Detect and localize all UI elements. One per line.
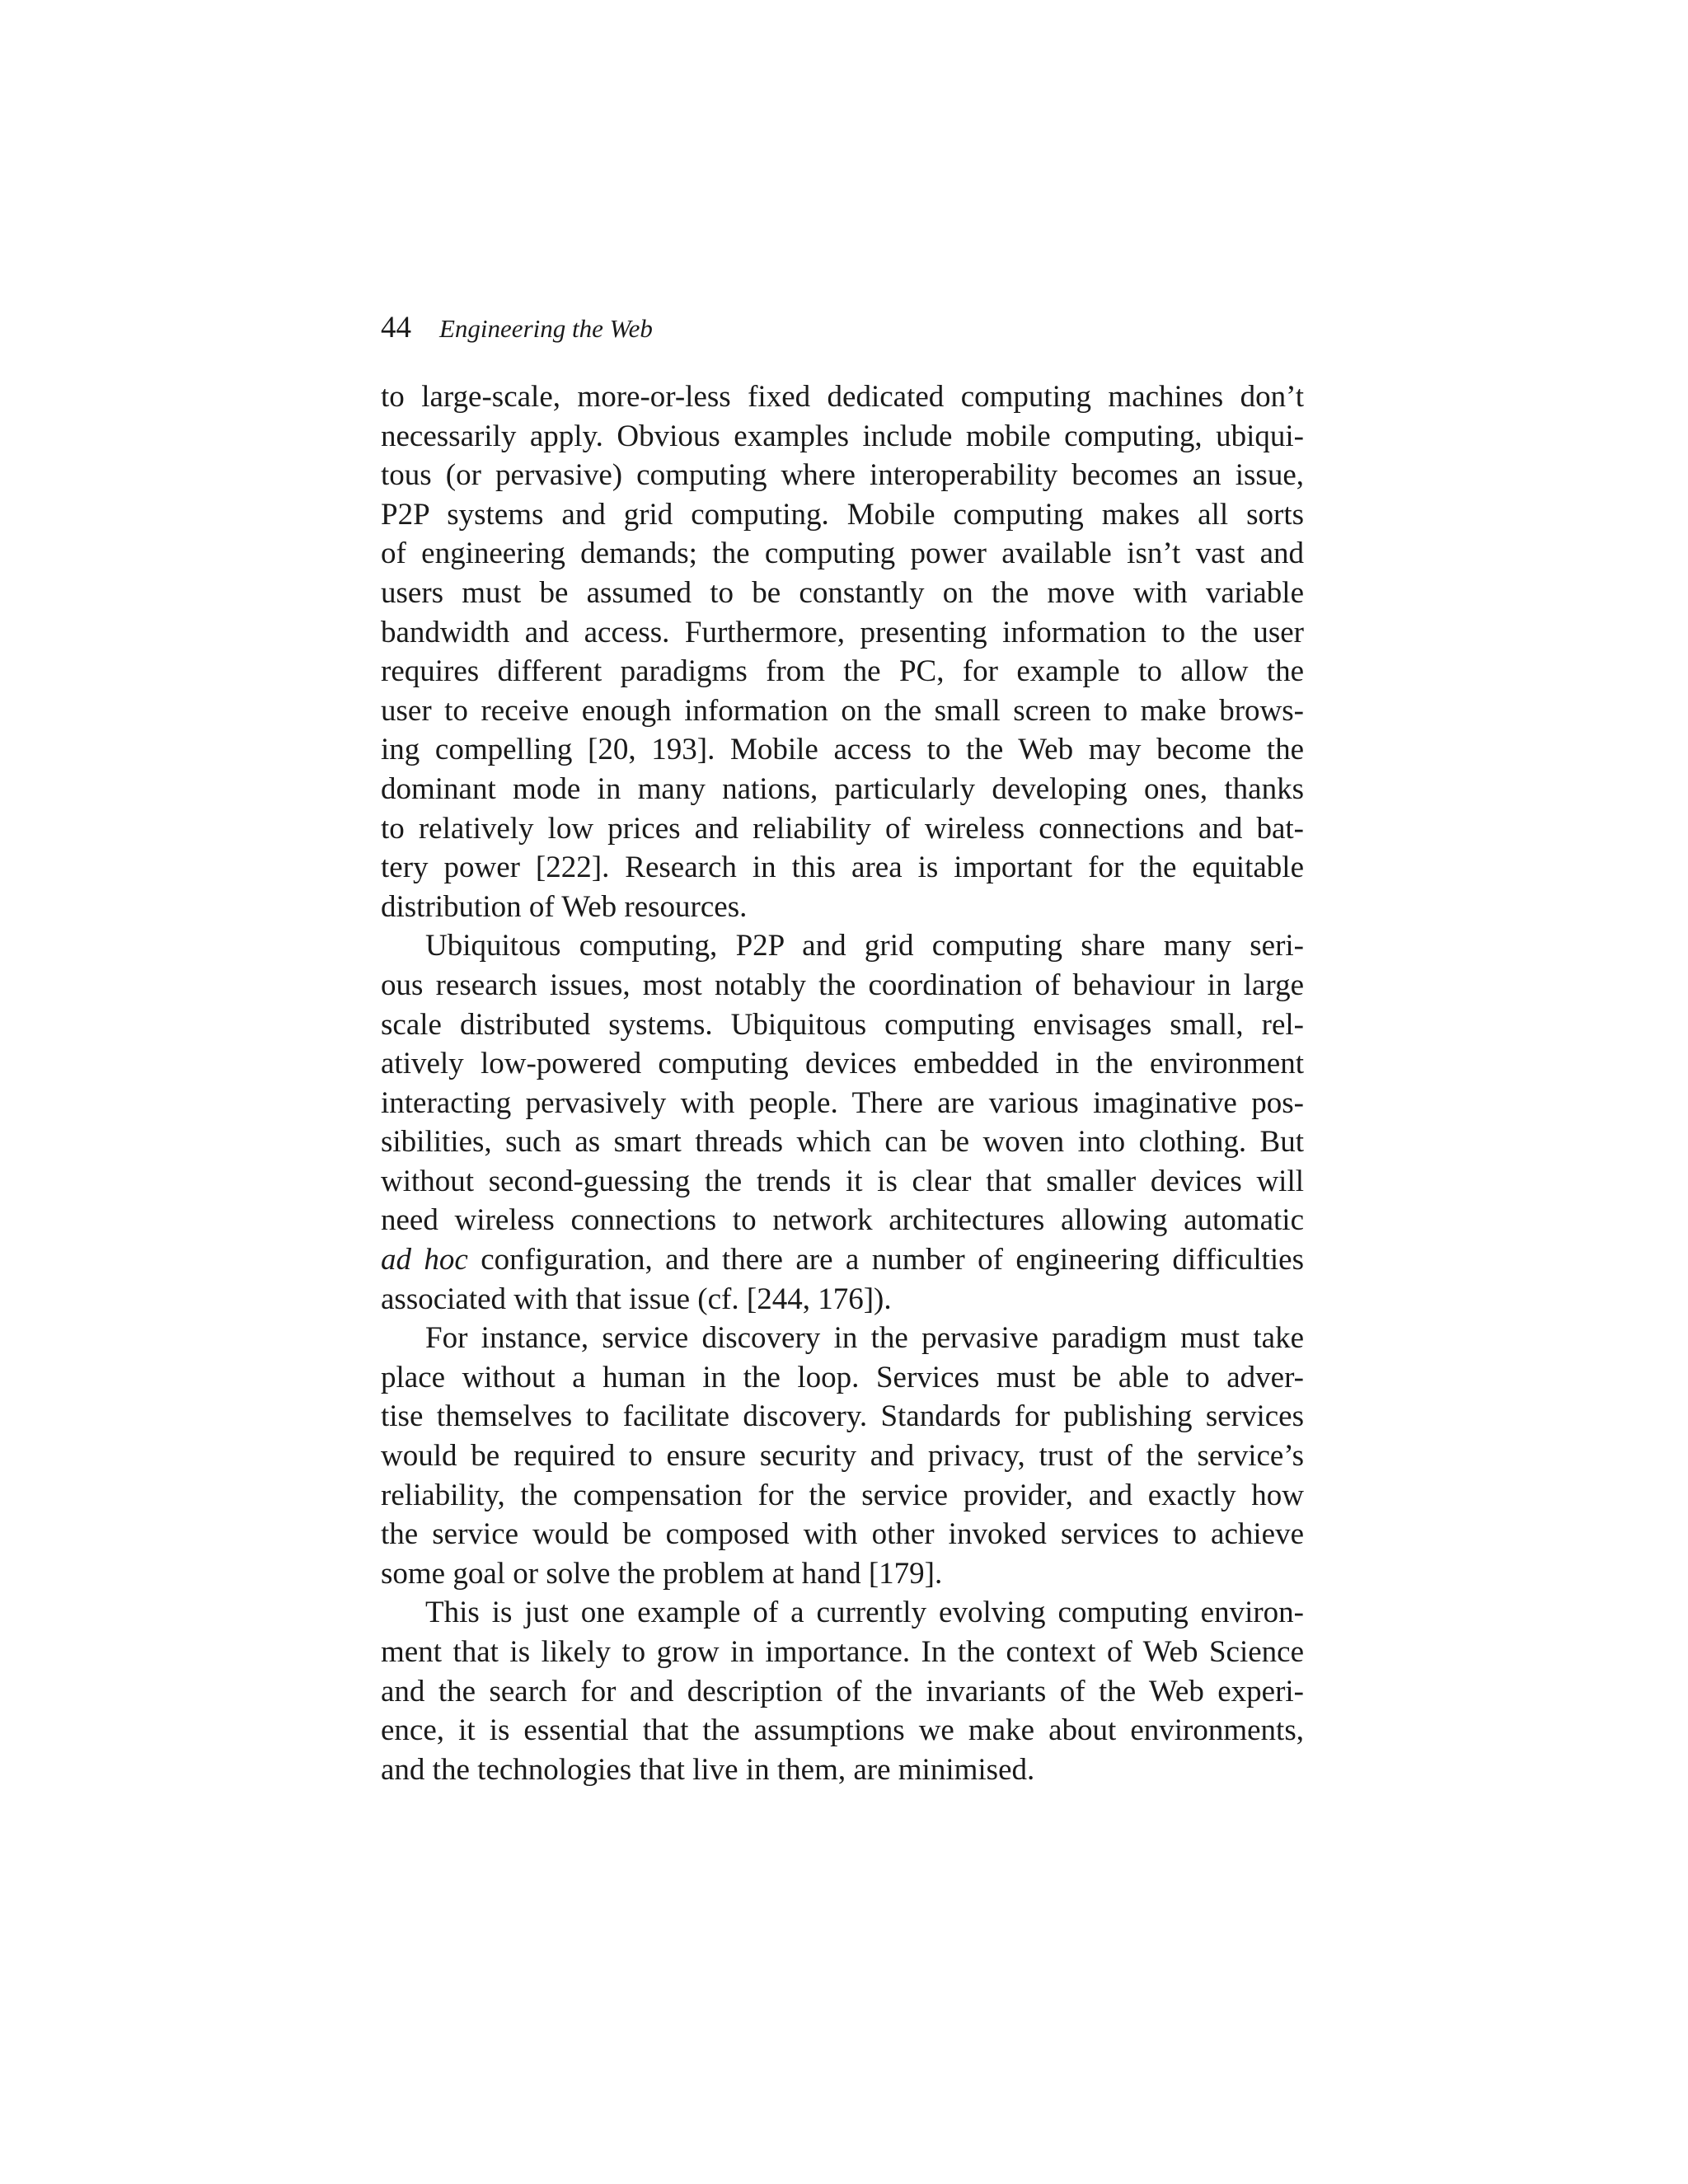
- text-line: tise themselves to facilitate discovery. Standards for publishing services: [381, 1399, 1304, 1434]
- text-line: interacting pervasively with people. There are various imaginative pos-: [381, 1085, 1304, 1120]
- text-line: tous (or pervasive) computing where interoperability becomes an issue,: [381, 458, 1304, 493]
- text-line-rest: configuration, and there are a number of engineering difficulties: [481, 1243, 1304, 1277]
- text-line: ing compelling [20, 193]. Mobile access to the Web may become the: [381, 733, 1304, 767]
- text-line: P2P systems and grid computing. Mobile computing makes all sorts: [381, 497, 1304, 532]
- text-line: This is just one example of a currently evolving computing environ-: [425, 1596, 1304, 1630]
- text-line: ment that is likely to grow in importance. In the context of Web Science: [381, 1635, 1304, 1669]
- text-line: of engineering demands; the computing power available isn’t vast and: [381, 537, 1304, 571]
- text-line-with-italic: [381, 1240, 1304, 1280]
- paragraph-4: [381, 1593, 1304, 1789]
- text-line: atively low-powered computing devices embedded in the environment: [381, 1047, 1304, 1081]
- text-line: to large-scale, more-or-less fixed dedicated computing machines don’t: [381, 380, 1304, 414]
- running-header: [381, 310, 1304, 359]
- paragraph-1: [381, 377, 1304, 926]
- text-line: bandwidth and access. Furthermore, presenting information to the user: [381, 615, 1304, 649]
- text-line: dominant mode in many nations, particularly developing ones, thanks: [381, 771, 1304, 806]
- text-line: scale distributed systems. Ubiquitous computing envisages small, rel-: [381, 1007, 1304, 1042]
- body-text: [381, 377, 1304, 1789]
- paragraph-3: [381, 1319, 1304, 1593]
- text-line: need wireless connections to network architectures allowing automatic: [381, 1203, 1304, 1238]
- text-line: For instance, service discovery in the pervasive paradigm must take: [425, 1321, 1304, 1356]
- text-line: associated with that issue (cf. [244, 176]).: [381, 1282, 892, 1316]
- text-line: some goal or solve the problem at hand [179].: [381, 1556, 943, 1591]
- text-line: necessarily apply. Obvious examples include mobile computing, ubiqui-: [381, 419, 1304, 453]
- text-line: ence, it is essential that the assumptions we make about environments,: [381, 1713, 1304, 1748]
- text-line: users must be assumed to be constantly on the move with variable: [381, 575, 1304, 610]
- text-line: place without a human in the loop. Services must be able to adver-: [381, 1360, 1304, 1394]
- text-line: without second-guessing the trends it is clear that smaller devices will: [381, 1164, 1304, 1198]
- italic-term: ad hoc: [381, 1243, 468, 1277]
- text-line: tery power [222]. Research in this area is important for the equitable: [381, 851, 1304, 885]
- text-line: the service would be composed with other invoked services to achieve: [381, 1517, 1304, 1552]
- text-line: reliability, the compensation for the service provider, and exactly how: [381, 1478, 1304, 1512]
- running-title: Engineering the Web: [439, 314, 653, 343]
- text-line: to relatively low prices and reliability of wireless connections and bat-: [381, 811, 1304, 846]
- text-line: distribution of Web resources.: [381, 889, 748, 924]
- text-line: ous research issues, most notably the coordination of behaviour in large: [381, 968, 1304, 1002]
- text-line: and the search for and description of the invariants of the Web experi-: [381, 1674, 1304, 1708]
- text-line: would be required to ensure security and privacy, trust of the service’s: [381, 1439, 1304, 1474]
- text-line: Ubiquitous computing, P2P and grid computing share many seri-: [425, 929, 1304, 963]
- page-number: 44: [381, 311, 411, 344]
- paragraph-2: [381, 926, 1304, 1319]
- text-line: user to receive enough information on the small screen to make brows-: [381, 693, 1304, 728]
- text-line: and the technologies that live in them, are minimised.: [381, 1752, 1035, 1787]
- text-line: requires different paradigms from the PC, for example to allow the: [381, 654, 1304, 689]
- text-line: sibilities, such as smart threads which can be woven into clothing. But: [381, 1125, 1304, 1160]
